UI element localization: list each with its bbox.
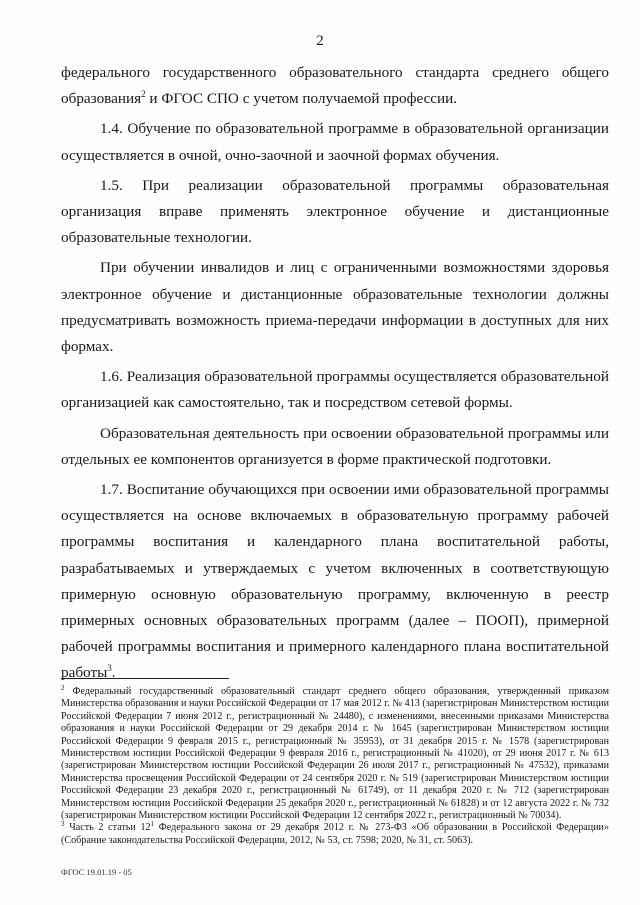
paragraph-1-5: 1.5. При реализации образовательной программы образовательная организация вправе применять электронное обучение и дистанционные образовательные технологии. [61, 176, 609, 247]
footnote-2-text: Федеральный государственный образовательный стандарт среднего общего образования, утвержденный приказом Министерства образования и науки Российской Федерации от 17 мая 2012 г. № 413 (зарегистрирован Министерством юстиции Российской Федерации 7 июня 2012 г., регистрационный № 24480), с изменениями, внесенными приказами Министерства образования и науки Российской Федерации от 29 декабря 2014 г. № 1645 (зарегистрирован Министерством юстиции Российской Федерации 9 февраля 2015 г., регистрационный № 35953), от 31 декабря 2015 г. № 1578 (зарегистрирован Министерством юстиции Российской Федерации 9 февраля 2016 г., регистрационный № 41020), от 29 июня 2017 г. № 613 (зарегистрирован Министерством юстиции Российской Федерации 26 июля 2017 г., регистрационный № 47532), приказами Министерства просвещения Российской Федерации от 24 сентября 2020 г. № 519 (зарегистрирован Министерством юстиции Российской Федерации 23 декабря 2020 г., регистрационный № 61749), от 11 декабря 2020 г. № 712 (зарегистрирован Министерством юстиции Российской Федерации 25 декабря 2020 г., регистрационный № 61828) и от 12 августа 2022 г. № 732 (зарегистрирован Министерством юстиции Российской Федерации 12 сентября 2022 г., регистрационный № 70034). [61, 686, 609, 822]
footnote-3 [61, 822, 609, 847]
paragraph-practical-training: Образовательная деятельность при освоении образовательной программы или отдельных ее компонентов организуется в форме практической подготовки. [61, 424, 609, 468]
footnote-2 [61, 686, 609, 822]
paragraph-1 [61, 60, 609, 112]
footnote-ref-2: 2 [141, 89, 146, 100]
footnote-3-mark: 3 [61, 820, 65, 829]
footnote-separator [61, 678, 229, 679]
document-code: ФГОС 19.01.19 - 05 [61, 867, 132, 877]
footnotes [61, 686, 609, 847]
paragraph-1-4: 1.4. Обучение по образовательной программе в образовательной организации осуществляется в очной, очно-заочной и заочной формах обучения. [61, 120, 609, 164]
footnote-3-article-sup: 1 [150, 820, 155, 829]
paragraph-disabled-learners: При обучении инвалидов и лиц с ограниченными возможностями здоровья электронное обучение и дистанционные образовательные технологии должны предусматривать возможность приема-передачи информации в доступных для них формах. [61, 259, 609, 356]
footnote-2-mark: 2 [61, 684, 65, 692]
paragraph-1-7-text: 1.7. Воспитание обучающихся при освоении ими образовательной программы осуществляется на основе включаемых в образовательную программу рабочей программы воспитания и календарного плана воспитательной работы, разрабатываемых и утверждаемых с учетом включенных в соответствующую примерную основную образовательную программу, включенную в реестр примерных основных образовательных программ (далее – ПООП), примерной рабочей программы воспитания и примерного календарного плана воспитательной работы [61, 481, 609, 682]
paragraph-1-7 [61, 477, 609, 687]
footnote-ref-3: 3 [107, 663, 112, 674]
footnote-3-text: Часть 2 статьи 12 [64, 822, 151, 834]
paragraph-1-6: 1.6. Реализация образовательной программы осуществляется образовательной организацией как самостоятельно, так и посредством сетевой формы. [61, 368, 609, 412]
body-text [61, 60, 609, 687]
page-number: 2 [316, 33, 324, 49]
paragraph-1-tail: и ФГОС СПО с учетом получаемой профессии. [145, 90, 458, 108]
paragraph-1-7-tail: . [111, 664, 116, 682]
paragraph-1-text: федерального государственного образовательного стандарта среднего общего образования [61, 64, 609, 108]
footnote-3-tail: Федерального закона от 29 декабря 2012 г. № 273-ФЗ «Об образовании в Российской Федерации» (Собрание законодательства Российской Федерации, 2012, № 53, ст. 7598; 2020, № 31, ст. 5063). [61, 822, 610, 846]
